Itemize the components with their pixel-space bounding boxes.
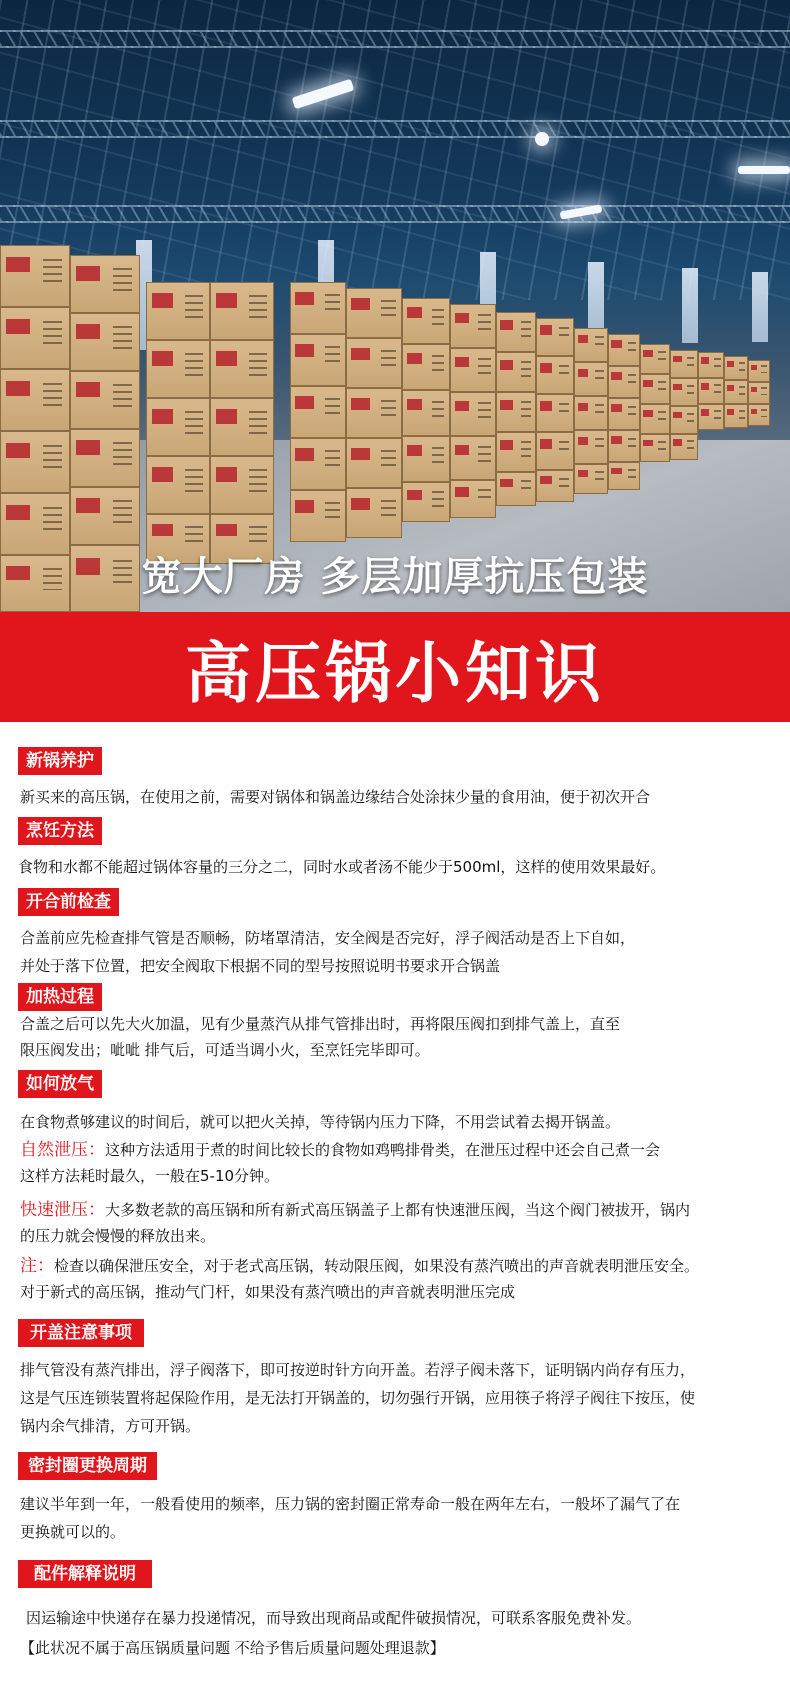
note-text <box>20 1252 780 1280</box>
section-text: 在食物煮够建议的时间后，就可以把火关掉，等待锅内压力下降，不用尝试着去揭开锅盖。 <box>20 1113 621 1131</box>
section-text: 更换就可以的。 <box>20 1523 126 1541</box>
roof-truss <box>0 30 790 48</box>
section-label: 新锅养护 <box>18 747 102 775</box>
section-text: 排气管没有蒸汽排出，浮子阀落下，即可按逆时针方向开盖。若浮子阀未落下，证明锅内尚存有压力， <box>20 1361 696 1379</box>
section-label: 密封圈更换周期 <box>18 1452 157 1480</box>
section-text: 限压阀发出；呲呲 排气后，可适当调小火，至烹饪完毕即可。 <box>20 1041 430 1059</box>
wall-window <box>752 272 768 342</box>
section-text: 食物和水都不能超过锅体容量的三分之二，同时水或者汤不能少于500ml，这样的使用效果最好。 <box>18 858 666 876</box>
roof-truss <box>0 205 790 223</box>
section-text: 的压力就会慢慢的释放出来。 <box>20 1227 216 1245</box>
section-text: 并处于落下位置，把安全阀取下根据不同的型号按照说明书要求开合锅盖 <box>20 957 501 975</box>
ceiling-fan <box>535 132 549 146</box>
section-text: 锅内余气排清，方可开锅。 <box>20 1417 201 1435</box>
warehouse-photo <box>0 0 790 612</box>
section-label: 开合前检查 <box>18 888 119 916</box>
hero-caption: 宽大厂房 多层加厚抗压包装 <box>141 554 649 600</box>
section-text: 合盖之后可以先大火加温，见有少量蒸汽从排气管排出时，再将限压阀扣到排气盖上，直至 <box>20 1015 621 1033</box>
note-line: 检查以确保泄压安全，对于老式高压锅，转动限压阀，如果没有蒸汽喷出的声音就表明泄压安全。 <box>54 1257 700 1275</box>
section-text: 合盖前应先检查排气管是否顺畅，防堵罩清洁，安全阀是否完好，浮子阀活动是否上下自如， <box>20 929 636 947</box>
note-lead: 注： <box>20 1256 54 1276</box>
section-text: 对于新式的高压锅，推动气门杆，如果没有蒸汽喷出的声音就表明泄压完成 <box>20 1283 516 1301</box>
section-label: 配件解释说明 <box>18 1560 152 1588</box>
section-text: 这样方法耗时最久，一般在5-10分钟。 <box>20 1167 280 1185</box>
quick-release-lead: 快速泄压： <box>20 1200 105 1220</box>
section-text: 建议半年到一年，一般看使用的频率，压力锅的密封圈正常寿命一般在两年左右，一般坏了漏气了在 <box>20 1495 681 1513</box>
page-title: 高压锅小知识 <box>185 634 605 712</box>
roof-truss <box>0 120 790 138</box>
quick-release-line: 大多数老款的高压锅和所有新式高压锅盖子上都有快速泄压阀，当这个阀门被拔开，锅内 <box>105 1201 691 1219</box>
natural-release-lead: 自然泄压： <box>20 1140 105 1160</box>
section-text: 因运输途中快递存在暴力投递情况，而导致出现商品或配件破损情况，可联系客服免费补发。 <box>26 1609 642 1627</box>
section-label: 加热过程 <box>18 983 102 1011</box>
natural-release-text <box>20 1136 780 1164</box>
natural-release-line: 这种方法适用于煮的时间比较长的食物如鸡鸭排骨类，在泄压过程中还会自己煮一会 <box>105 1141 661 1159</box>
section-text: 新买来的高压锅，在使用之前，需要对锅体和锅盖边缘结合处涂抹少量的食用油，便于初次开合 <box>20 788 651 806</box>
section-label: 如何放气 <box>18 1070 102 1098</box>
section-label: 开盖注意事项 <box>18 1319 144 1347</box>
quick-release-text <box>20 1196 780 1224</box>
section-text: 这是气压连锁装置将起保险作用，是无法打开锅盖的，切勿强行开锅，应用筷子将浮子阀往下按压，使 <box>20 1389 696 1407</box>
title-banner <box>0 612 790 722</box>
section-label: 烹饪方法 <box>18 817 102 845</box>
disclaimer-text: 【此状况不属于高压锅质量问题 不给予售后质量问题处理退款】 <box>20 1639 445 1657</box>
ceiling-light <box>738 166 790 174</box>
wall-window <box>682 268 698 343</box>
